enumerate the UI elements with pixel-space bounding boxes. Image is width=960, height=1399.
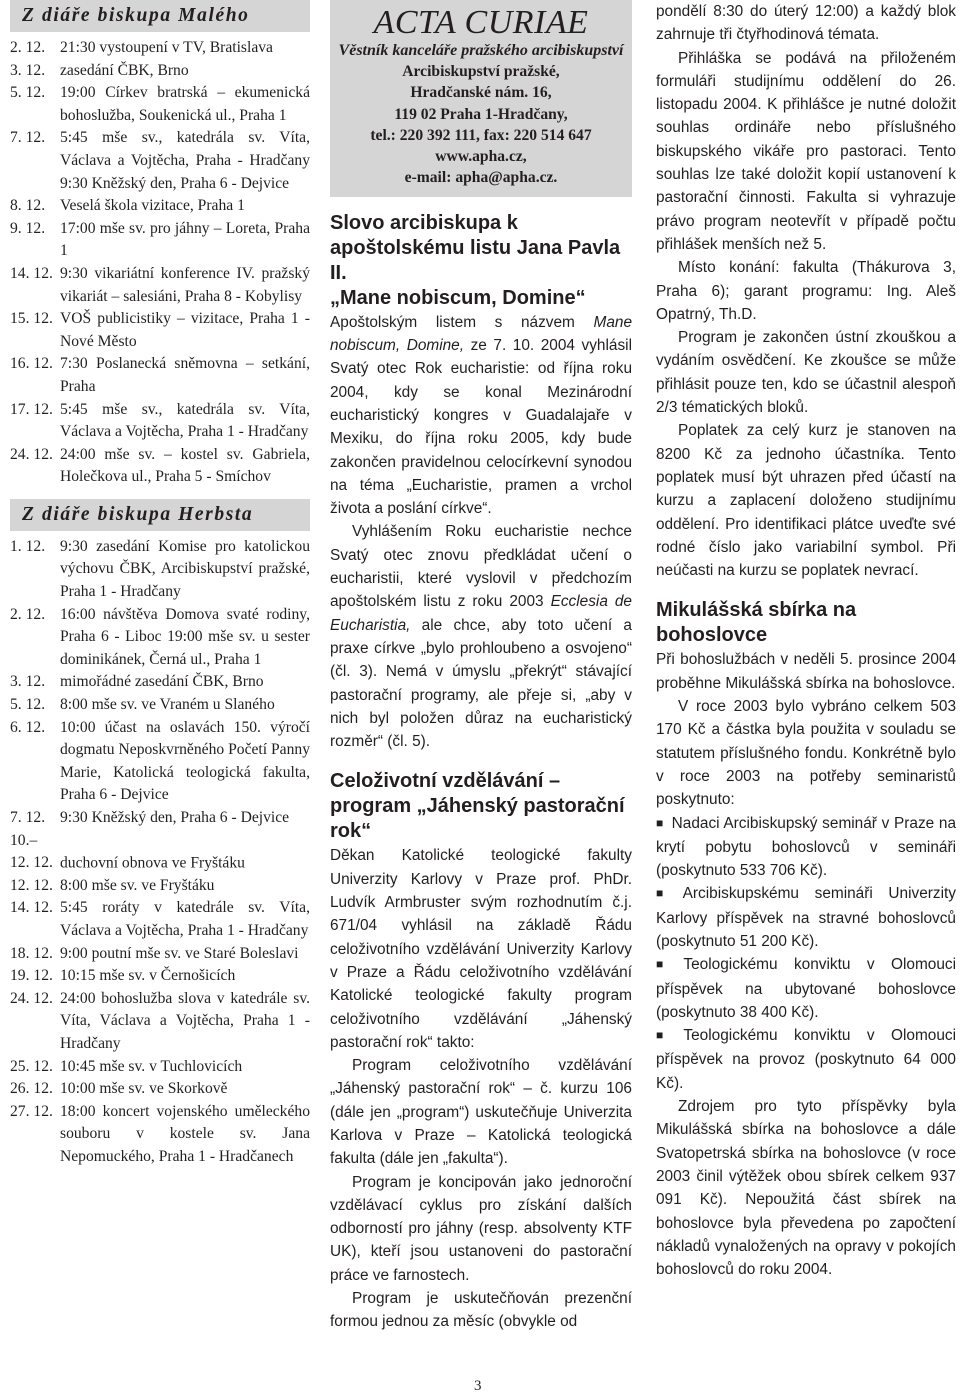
- article-paragraph: Přihláška se podává na přiloženém formuláři studijnímu oddělení do 26. listopadu 2004. K přihlášce je nutné doložit souhlas ordináře nebo příslušného biskupského vikáře pro pastoraci. Tento souhlas lze také doložit kopií ustanovení k pastorační činnosti. Fakulta si vyhrazuje právo program neotevřít v případě počtu přihlášek menších než 5.: [656, 49, 956, 253]
- diary-entry-text: 19:00 Církev bratrská – ekumenická bohoslužba, Soukenická ul., Praha 1: [60, 84, 310, 124]
- diary-entry-date: 7. 12.: [10, 129, 46, 147]
- diary-entry: [10, 717, 310, 807]
- masthead-phone: tel.: 220 392 111, fax: 220 514 647: [370, 126, 592, 144]
- masthead-address-line: Arcibiskupství pražské,: [402, 63, 560, 80]
- article-paragraph: Poplatek za celý kurz je stanoven na 8200 Kč za jednoho účastníka. Tento poplatek musí být uhrazen před účastí na kurzu a zaplacení doloženo studijnímu oddělení. Pro identifikaci plátce uveďte své rodné číslo jako variabilní symbol. Při neúčasti na kurzu se poplatek nevrací.: [656, 422, 956, 580]
- article-paragraph: Zdrojem pro tyto příspěvky byla Mikulášská sbírka na bohoslovce a dále Svatopetrská sbírka na bohoslovce (v roce 2003 činil výtěžek obou sbírek celkem 937 091 Kč). Nepoužitá část sbírek na bohoslovce byla převedena po započtení nákladů vynaložených na opravy v pokojích bohoslovců do roku 2004.: [656, 1098, 956, 1279]
- diary-list-maly: [10, 37, 310, 489]
- diary-entry: [10, 82, 310, 127]
- middle-column: [330, 0, 632, 1399]
- diary-entry-date: 1. 12.: [10, 537, 46, 555]
- diary-entry-text: VOŠ publicistiky – vizitace, Praha 1 - Nové Město: [60, 310, 310, 350]
- diary-entry: [10, 127, 310, 195]
- diary-entry: [10, 60, 310, 83]
- diary-entry: [10, 671, 310, 694]
- bullet-item: ■ Nadaci Arcibiskupský seminář v Praze na krytí pobytu bohoslovců v semináři (poskytnuto 533 706 Kč).: [656, 812, 956, 883]
- diary-entry: [10, 943, 310, 966]
- diary-entry: [10, 263, 310, 308]
- diary-entry-date: 15. 12.: [10, 310, 53, 328]
- diary-entry: [10, 308, 310, 353]
- diary-entry-text: 24:00 mše sv. – kostel sv. Gabriela, Holečkova ul., Praha 5 - Smíchov: [60, 445, 310, 486]
- diary-entry-date: 17. 12.: [10, 400, 53, 418]
- diary-entry-date: 16. 12.: [10, 355, 53, 373]
- diary-entry: [10, 536, 310, 604]
- diary-column: [10, 0, 310, 1399]
- article-heading-slovo: Slovo arcibiskupa k apoštolskému listu Jana Pavla II.: [330, 211, 621, 284]
- diary-entry-text: 10:00 účast na oslavách 150. výročí dogmatu Neposkvrněného Početí Panny Marie, Katolická teologická fakulta, Praha 6 - Dejvice: [60, 718, 310, 804]
- article-paragraph: Program celoživotního vzdělávání „Jáhenský pastorační rok“ – č. kurzu 106 (dále jen „program“) uskutečňuje Univerzita Karlova v Praze – Katolická teologická fakulta (dále jen „fakulta“).: [330, 1057, 632, 1168]
- diary-entry: [10, 37, 310, 60]
- diary-entry-date: 14. 12.: [10, 899, 53, 917]
- diary-entry-text: 9:00 poutní mše sv. ve Staré Boleslavi: [60, 944, 299, 962]
- article-paragraph: Vyhlášením Roku eucharistie nechce Svatý otec znovu předkládat učení o eucharistii, které vyslovil v předchozím apoštolském listu z roku 2003 Ecclesia de Eucharistia, ale chce, aby toto učení a praxe církve „bylo prohloubeno a osvojeno“ (čl. 3). Nemá v úmyslu „překrýt“ stávající pastorační programy, ale přeje si, „aby v nich byl položen důraz na eucharistický rozměr“ (čl. 5).: [330, 523, 632, 751]
- diary-entry-text: zasedání ČBK, Brno: [60, 61, 189, 79]
- article-paragraph: Děkan Katolické teologické fakulty Univerzity Karlovy v Praze prof. PhDr. Ludvík Armbruster svým rozhodnutím č.j. 671/04 vyhlásil na základě Řádu celoživotního vzdělávání Univerzity Karlovy v Praze a Řádu celoživotního vzdělávání Katolické teologické fakulty program celoživotního vzdělávání „Jáhenský pastorační rok“ takto:: [330, 847, 632, 1051]
- diary-entry-date: 12. 12.: [10, 876, 53, 894]
- diary-entry: [10, 353, 310, 398]
- masthead: [330, 0, 632, 197]
- diary-entry: [10, 807, 310, 830]
- diary-entry-date: 27. 12.: [10, 1102, 53, 1120]
- article-paragraph: Apoštolským listem s názvem Mane nobiscum, Domine, ze 7. 10. 2004 vyhlásil Svatý otec Rok eucharistie: od října roku 2004, kdy se konal Mezinárodní eucharistický kongres v Guadalajaře v Mexiku, do října roku 2005, kdy bude zakončen pravidelnou celocírkevní synodou na téma „Eucharistie, pramen a vrchol života a poslání církve“.: [330, 313, 632, 518]
- diary-entry-date: 9. 12.: [10, 219, 46, 237]
- diary-entry-text: 8:00 mše sv. ve Vraném u Slaného: [60, 696, 275, 714]
- diary-entry: [10, 195, 310, 218]
- masthead-title: ACTA CURIAE: [373, 4, 589, 41]
- diary-entry-text: 24:00 bohoslužba slova v katedrále sv. Víta, Václava a Vojtěcha, Praha 1 - Hradčany: [60, 989, 310, 1052]
- diary-entry-date: 14. 12.: [10, 264, 53, 282]
- diary-entry: [10, 218, 310, 263]
- diary-entry: [10, 830, 310, 875]
- diary-entry-text: 5:45 mše sv., katedrála sv. Víta, Václava a Vojtěcha, Praha 1 - Hradčany: [60, 400, 310, 441]
- diary-entry-text: duchovní obnova ve Fryštáku: [60, 854, 245, 872]
- diary-entry: [10, 1056, 310, 1079]
- diary-entry-date: 19. 12.: [10, 967, 53, 985]
- diary-entry-date: 10.– 12. 12.: [10, 831, 53, 872]
- article-paragraph: Místo konání: fakulta (Thákurova 3, Praha 6); garant programu: Ing. Aleš Opatrný, Th.D.: [656, 259, 956, 323]
- article-paragraph: Program je zakončen ústní zkouškou a vydáním osvědčení. Ke zkoušce se může přihlásit pouze ten, kdo se účastnil alespoň 2/3 tématických bloků.: [656, 329, 956, 417]
- article-subheading-slovo: „Mane nobiscum, Domine“: [330, 286, 586, 309]
- diary-entry-text: 9:30 Kněžský den, Praha 6 - Dejvice: [60, 809, 290, 826]
- diary-entry: [10, 1101, 310, 1169]
- diary-entry-text: 5:45 roráty v katedrále sv. Víta, Václava a Vojtěcha, Praha 1 - Hradčany: [60, 899, 310, 939]
- article-paragraph: Program je uskutečňován prezenční formou jednou za měsíc (obvykle od: [330, 1290, 632, 1331]
- diary-entry-text: 10:45 mše sv. v Tuchlovicích: [60, 1057, 243, 1075]
- masthead-address-line: 119 02 Praha 1-Hradčany,: [394, 105, 568, 123]
- diary-entry: [10, 875, 310, 898]
- diary-entry-text: 10:00 mše sv. ve Skorkově: [60, 1080, 228, 1098]
- diary-entry-date: 25. 12.: [10, 1057, 53, 1075]
- diary-entry-date: 5. 12.: [10, 696, 46, 714]
- diary-entry-text: 10:15 mše sv. v Černošicích: [60, 967, 236, 985]
- diary-entry-date: 18. 12.: [10, 944, 53, 962]
- diary-entry: [10, 444, 310, 489]
- diary-entry-text: 17:00 mše sv. pro jáhny – Loreta, Praha 1: [60, 219, 310, 260]
- article-heading-celozivotni: Celoživotní vzdělávání – program „Jáhenský pastorační rok“: [330, 770, 625, 843]
- diary-entry-text: 7:30 Poslanecká sněmovna – setkání, Praha: [60, 355, 310, 395]
- diary-entry: [10, 988, 310, 1056]
- article-paragraph: V roce 2003 bylo vybráno celkem 503 170 Kč a částka byla použita v souladu se statutem příslušného fondu. Konkrétně bylo v roce 2003 na potřeby seminaristů poskytnuto:: [656, 698, 956, 809]
- masthead-website: www.apha.cz,: [435, 148, 527, 166]
- diary-entry-date: 2. 12.: [10, 605, 46, 623]
- diary-entry-date: 26. 12.: [10, 1080, 53, 1098]
- diary-entry-text: 9:30 zasedání Komise pro katolickou výchovu ČBK, Arcibiskupství pražské, Praha 1 - Hradčany: [60, 537, 310, 601]
- diary-entry-date: 2. 12.: [10, 39, 46, 56]
- diary-entry: [10, 1078, 310, 1101]
- right-column: [656, 0, 956, 1399]
- masthead-email: e-mail: apha@apha.cz.: [404, 169, 558, 187]
- diary-entry: [10, 399, 310, 444]
- diary-entry-text: 5:45 mše sv., katedrála sv. Víta, Václava a Vojtěcha, Praha - Hradčany 9:30 Kněžský den, Praha 6 - Dejvice: [60, 129, 310, 192]
- diary-heading-herbst: Z diáře biskupa Herbsta: [10, 499, 310, 531]
- diary-entry-text: 8:00 mše sv. ve Fryštáku: [60, 876, 215, 894]
- diary-entry-date: 3. 12.: [10, 673, 46, 691]
- bullet-item: ■ Teologickému konviktu v Olomouci příspěvek na provoz (poskytnuto 64 000 Kč).: [656, 1024, 956, 1095]
- article-paragraph: Program je koncipován jako jednoroční vzdělávací cyklus pro získání dalších odborností pro jáhny (resp. absolventy KTF UK), kteří jsou ustanoveni do pastorační práce ve farnostech.: [330, 1173, 632, 1284]
- bullet-item: ■ Arcibiskupskému semináři Univerzity Karlovy příspěvek na stravné bohoslovců (poskytnuto 51 200 Kč).: [656, 882, 956, 953]
- article-heading-mikulas: Mikulášská sbírka na bohoslovce: [656, 599, 857, 647]
- diary-entry: [10, 694, 310, 717]
- article-paragraph: Při bohoslužbách v neděli 5. prosince 2004 proběhne Mikulášská sbírka na bohoslovce.: [656, 651, 956, 692]
- diary-entry-date: 7. 12.: [10, 809, 46, 826]
- masthead-address-line: Hradčanské nám. 16,: [410, 84, 552, 102]
- diary-entry-text: mimořádné zasedání ČBK, Brno: [60, 673, 264, 691]
- diary-entry: [10, 604, 310, 672]
- diary-entry-date: 6. 12.: [10, 718, 46, 736]
- diary-entry-text: 9:30 vikariátní konference IV. pražský vikariát – salesiáni, Praha 8 - Kobylisy: [60, 264, 310, 305]
- diary-heading-maly: Z diáře biskupa Malého: [10, 0, 310, 32]
- article-paragraph: pondělí 8:30 do úterý 12:00) a každý blok zahrnuje tři čtyřhodinová témata.: [656, 3, 956, 44]
- diary-entry-date: 8. 12.: [10, 197, 46, 215]
- bullet-item: ■ Teologickému konviktu v Olomouci příspěvek na ubytované bohoslovce (poskytnuto 38 400 Kč).: [656, 953, 956, 1024]
- diary-entry-date: 24. 12.: [10, 989, 53, 1007]
- diary-entry-text: 18:00 koncert vojenského uměleckého souboru v kostele sv. Jana Nepomuckého, Praha 1 - Hradčanech: [60, 1102, 310, 1165]
- diary-entry-text: 16:00 návštěva Domova svaté rodiny, Praha 6 - Liboc 19:00 mše sv. u sester dominikánek, Černá ul., Praha 1: [60, 605, 310, 668]
- diary-entry: [10, 965, 310, 988]
- masthead-subtitle: Věstník kanceláře pražského arcibiskupství: [338, 42, 624, 59]
- diary-list-herbst: [10, 536, 310, 1169]
- page-number: 3: [474, 1378, 482, 1394]
- diary-entry-text: 21:30 vystoupení v TV, Bratislava: [60, 39, 273, 56]
- diary-entry: [10, 897, 310, 942]
- diary-entry-text: Veselá škola vizitace, Praha 1: [60, 197, 245, 215]
- diary-entry-date: 24. 12.: [10, 445, 53, 463]
- diary-entry-date: 5. 12.: [10, 84, 46, 102]
- diary-entry-date: 3. 12.: [10, 61, 46, 79]
